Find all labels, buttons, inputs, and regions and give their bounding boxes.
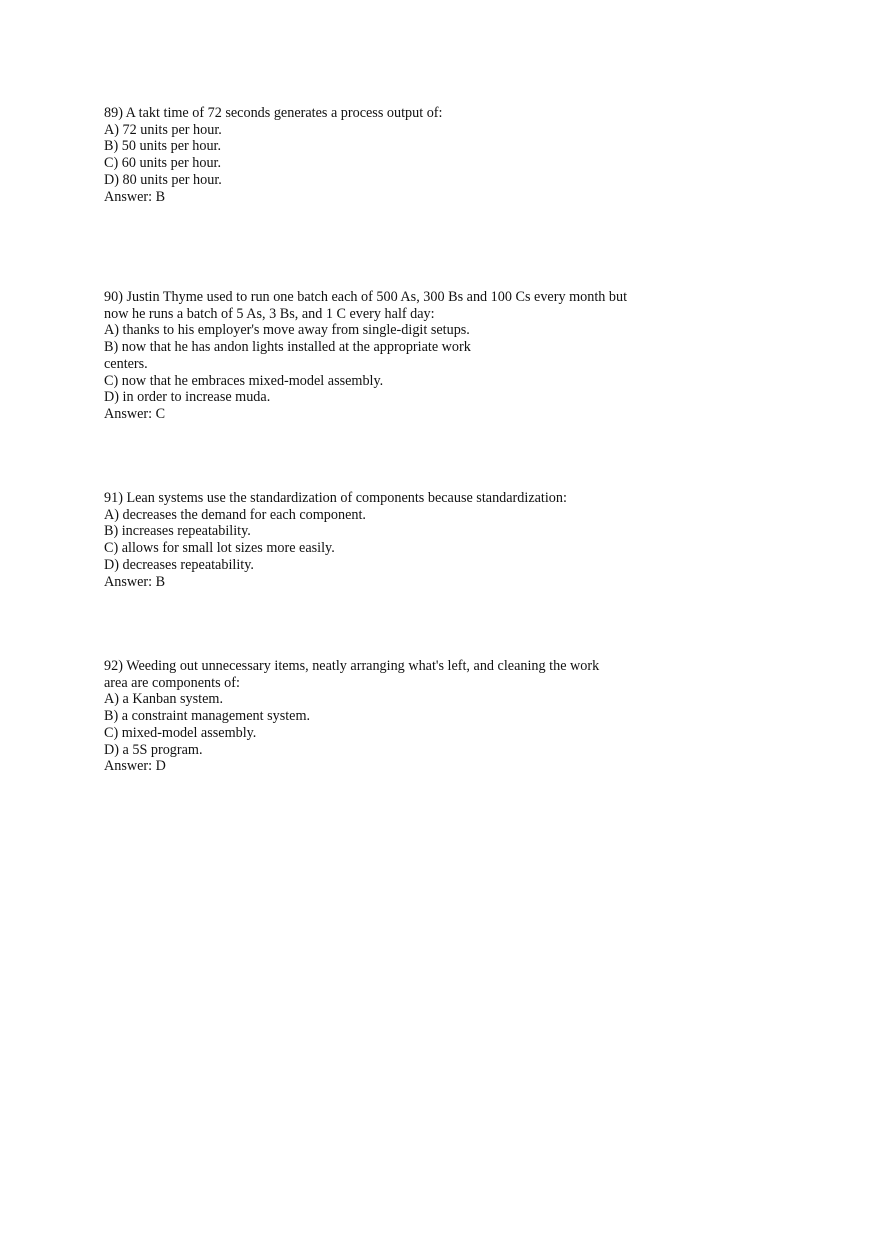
option-c: C) mixed-model assembly.: [104, 724, 257, 741]
question-90: [104, 289, 664, 423]
question-stem-continued: area are components of:: [104, 674, 240, 691]
option-a: A) 72 units per hour.: [104, 121, 222, 138]
question-89: [104, 105, 664, 205]
option-b: B) now that he has andon lights installed at the appropriate work: [104, 339, 471, 356]
option-a: A) decreases the demand for each component.: [104, 506, 366, 523]
option-a: A) thanks to his employer's move away from single-digit setups.: [104, 322, 470, 339]
question-92: [104, 658, 664, 775]
option-b-continued: centers.: [104, 355, 148, 372]
option-b: B) a constraint management system.: [104, 708, 311, 725]
answer: Answer: B: [104, 188, 166, 205]
answer: Answer: C: [104, 405, 166, 422]
option-d: D) a 5S program.: [104, 741, 203, 758]
option-a: A) a Kanban system.: [104, 691, 223, 708]
option-b: B) increases repeatability.: [104, 523, 251, 540]
option-b: B) 50 units per hour.: [104, 138, 222, 155]
option-c: C) allows for small lot sizes more easily.: [104, 540, 335, 557]
option-c: C) 60 units per hour.: [104, 155, 222, 172]
question-stem: 92) Weeding out unnecessary items, neatly arranging what's left, and cleaning the work: [104, 658, 600, 674]
question-stem: 89) A takt time of 72 seconds generates a process output of:: [104, 105, 443, 121]
question-stem: 90) Justin Thyme used to run one batch each of 500 As, 300 Bs and 100 Cs every month but: [104, 289, 628, 305]
question-91: [104, 490, 664, 590]
option-d: D) decreases repeatability.: [104, 556, 254, 573]
answer: Answer: D: [104, 758, 166, 775]
option-d: D) in order to increase muda.: [104, 389, 271, 406]
question-stem-continued: now he runs a batch of 5 As, 3 Bs, and 1 C every half day:: [104, 305, 435, 322]
question-stem: 91) Lean systems use the standardization of components because standardization:: [104, 490, 567, 506]
answer: Answer: B: [104, 573, 166, 590]
option-c: C) now that he embraces mixed-model assembly.: [104, 372, 384, 389]
option-d: D) 80 units per hour.: [104, 171, 222, 188]
